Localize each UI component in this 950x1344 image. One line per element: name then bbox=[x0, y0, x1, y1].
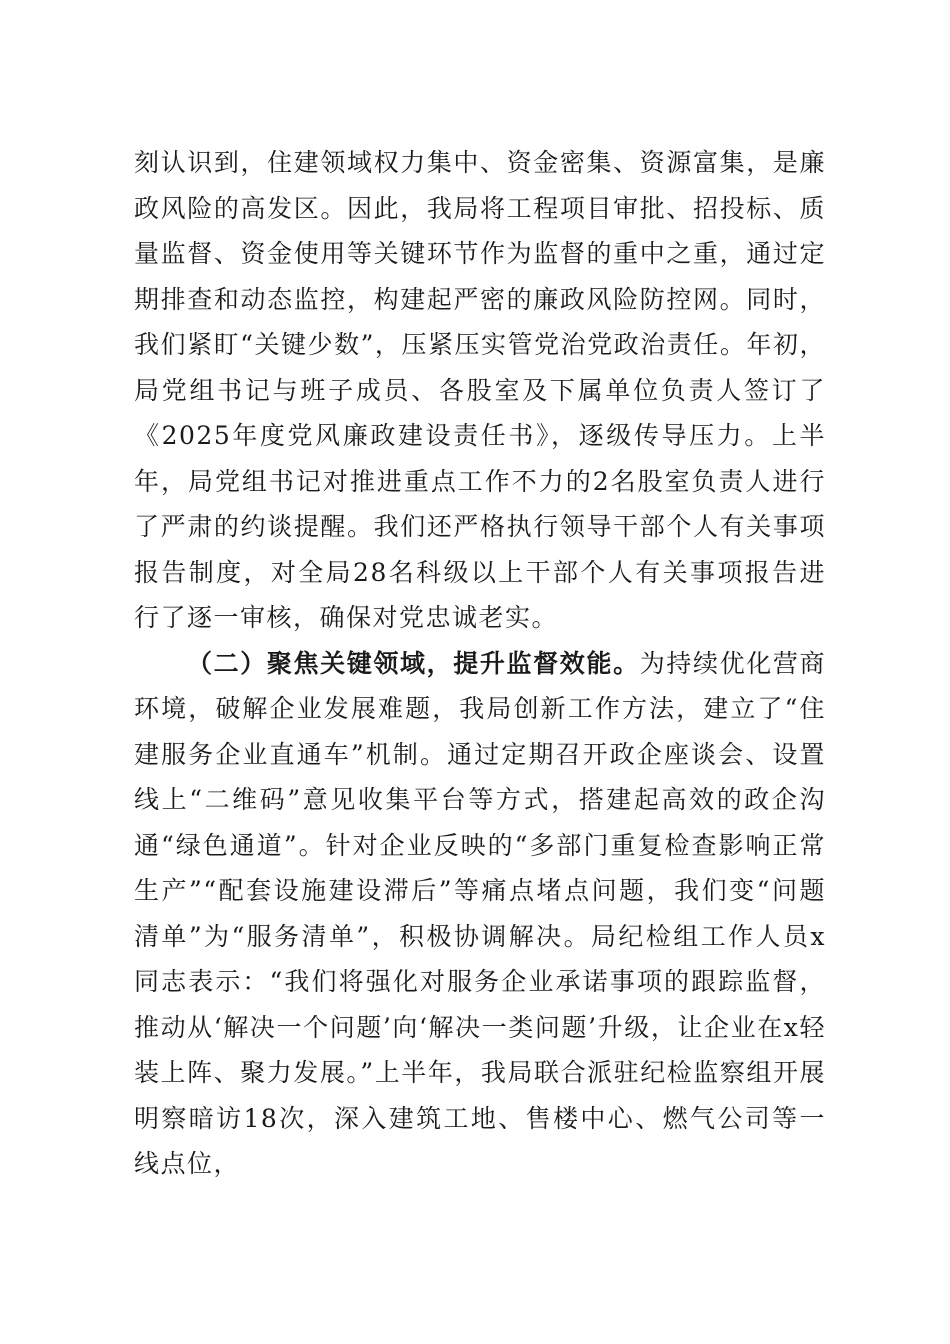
paragraph-continued: 刻认识到，住建领域权力集中、资金密集、资源富集，是廉政风险的高发区。因此，我局将工程项目审批、招投标、质量监督、资金使用等关键环节作为监督的重中之重，通过定期排查和动态监控，构建起严密的廉政风险防控网。同时，我们紧盯“关键少数”，压紧压实管党治党政治责任。年初，局党组书记与班子成员、各股室及下属单位负责人签订了《2025年度党风廉政建设责任书》，逐级传导压力。上半年，局党组书记对推进重点工作不力的2名股室负责人进行了严肃的约谈提醒。我们还严格执行领导干部个人有关事项报告制度，对全局28名科级以上干部个人有关事项报告进行了逐一审核，确保对党忠诚老实。 bbox=[134, 148, 826, 632]
paragraph-section-two bbox=[134, 641, 826, 1187]
section-heading: （二）聚焦关键领域，提升监督效能。 bbox=[187, 648, 640, 678]
section-body: 为持续优化营商环境，破解企业发展难题，我局创新工作方法，建立了“住建服务企业直通车”机制。通过定期召开政企座谈会、设置线上“二维码”意见收集平台等方式，搭建起高效的政企沟通“绿色通道”。针对企业反映的“多部门重复检查影响正常生产”“配套设施建设滞后”等痛点堵点问题，我们变“问题清单”为“服务清单”，积极协调解决。局纪检组工作人员x同志表示：“我们将强化对服务企业承诺事项的跟踪监督，推动从‘解决一个问题’向‘解决一类问题’升级，让企业在x轻装上阵、聚力发展。”上半年，我局联合派驻纪检监察组开展明察暗访18次，深入建筑工地、售楼中心、燃气公司等一线点位， bbox=[134, 648, 826, 1178]
document-body bbox=[134, 140, 826, 1187]
